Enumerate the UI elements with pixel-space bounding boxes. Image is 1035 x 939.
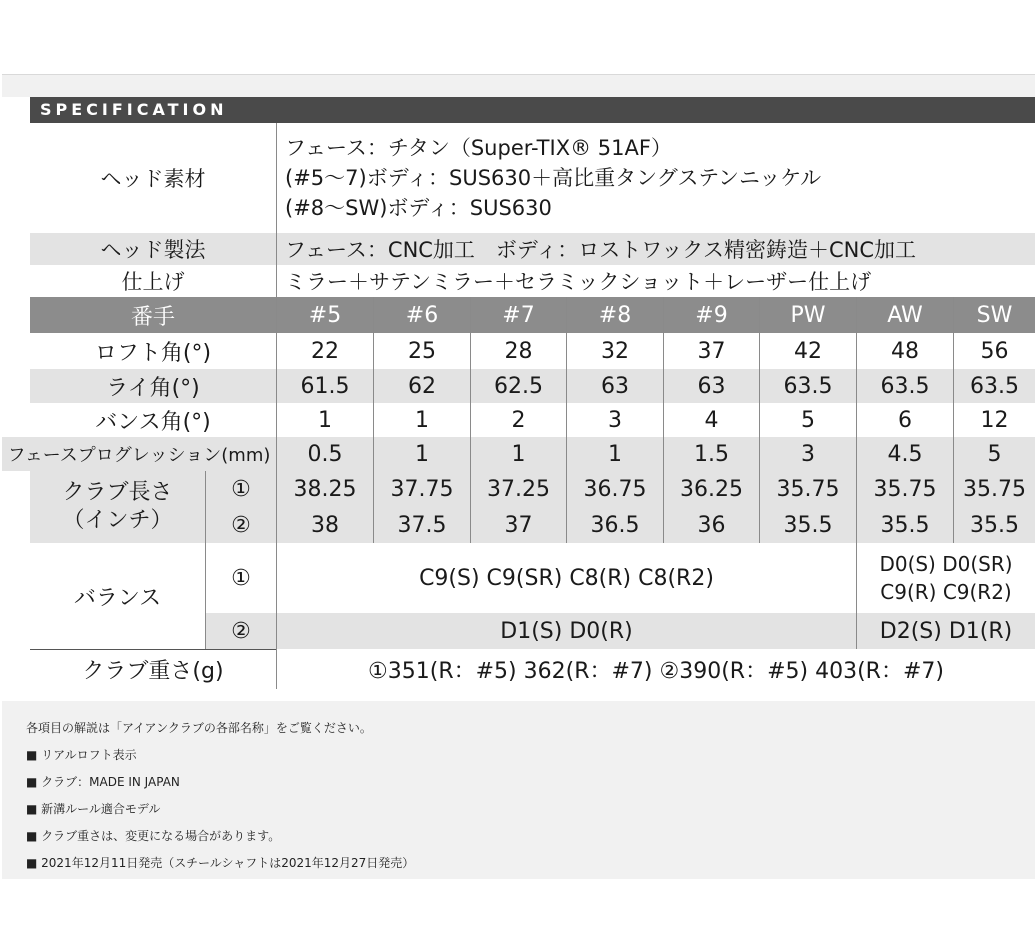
column-divider bbox=[953, 297, 954, 543]
lie-cell: 62.5 bbox=[471, 369, 566, 403]
loft-cell: 48 bbox=[891, 338, 919, 364]
balance-row-2-main: D1(S) D0(R) bbox=[277, 613, 856, 649]
spec-table bbox=[2, 97, 1035, 701]
club-length-mark-2: ② bbox=[206, 507, 276, 543]
club-weight-value: ①351(R：#5) 362(R：#7) ②390(R：#5) 403(R：#7) bbox=[368, 658, 944, 684]
club-length-2-cell: 35.5 bbox=[954, 507, 1035, 543]
head-method-value: フェース：CNC加工 ボディ：ロストワックス精密鋳造＋CNC加工 bbox=[277, 233, 1035, 265]
column-divider bbox=[566, 297, 567, 543]
bounce-cell: 6 bbox=[898, 407, 912, 433]
loft-cell: 28 bbox=[504, 338, 533, 364]
loft-cell: 32 bbox=[601, 338, 629, 364]
divider-marks bbox=[205, 471, 206, 649]
bounce-cell: 3 bbox=[608, 407, 622, 433]
club-length-1-cell: 38.25 bbox=[277, 471, 373, 507]
note-line: ■ クラブ重さは、変更になる場合があります。 bbox=[26, 829, 281, 843]
club-length-1-cell: 35.75 bbox=[954, 471, 1035, 507]
club-length-2-cell: 37 bbox=[471, 507, 566, 543]
note-line: ■ 2021年12月11日発売（スチールシャフトは2021年12月27日発売） bbox=[26, 856, 415, 870]
club-number-cell: PW bbox=[760, 297, 856, 333]
club-weight-label: クラブ重さ(g) bbox=[82, 658, 224, 684]
balance-row-2-aw-sw: D2(S) D1(R) bbox=[857, 613, 1035, 649]
head-material-label: ヘッド素材 bbox=[100, 167, 206, 191]
spec-title: SPECIFICATION bbox=[40, 100, 228, 119]
spec-sheet bbox=[2, 74, 1035, 879]
finish-value: ミラー＋サテンミラー＋セラミックショット＋レーザー仕上げ bbox=[285, 270, 872, 294]
club-number-label: 番手 bbox=[30, 297, 276, 333]
balance-row-1-aw-sw bbox=[857, 543, 1035, 613]
club-length-2-cell: 37.5 bbox=[374, 507, 470, 543]
face-progression-cell: 4.5 bbox=[857, 437, 953, 471]
club-length-1-cell: 35.75 bbox=[857, 471, 953, 507]
column-divider bbox=[663, 297, 664, 543]
loft-label: ロフト角(°) bbox=[94, 340, 212, 366]
loft-cell: 25 bbox=[408, 338, 436, 364]
head-material-line-1: フェース：チタン（Super-TIX® 51AF） bbox=[285, 136, 672, 160]
club-number-cell: #7 bbox=[471, 297, 566, 333]
club-length-2-cell: 38 bbox=[277, 507, 373, 543]
club-number-cell: #8 bbox=[567, 297, 663, 333]
lie-label: ライ角(°) bbox=[30, 369, 276, 403]
lie-cell: 63.5 bbox=[954, 369, 1035, 403]
bounce-cell: 5 bbox=[801, 407, 815, 433]
balance-mark-1: ① bbox=[231, 565, 251, 591]
column-divider bbox=[856, 297, 857, 649]
club-length-label-line-1: クラブ長さ bbox=[62, 480, 173, 505]
head-material-value bbox=[277, 123, 1035, 233]
club-length-2-cell: 35.5 bbox=[857, 507, 953, 543]
face-progression-cell: 1 bbox=[567, 437, 663, 471]
club-length-2-cell: 36 bbox=[664, 507, 759, 543]
bounce-label: バンス角(°) bbox=[95, 409, 211, 435]
face-progression-cell: 1 bbox=[374, 437, 470, 471]
note-line: 各項目の解説は「アイアンクラブの各部名称」をご覧ください。 bbox=[26, 721, 372, 735]
loft-cell: 42 bbox=[794, 338, 822, 364]
note-line: ■ クラブ：MADE IN JAPAN bbox=[26, 775, 180, 789]
club-length-1-cell: 35.75 bbox=[760, 471, 856, 507]
club-number-cell: #5 bbox=[277, 297, 373, 333]
club-length-1-cell: 37.75 bbox=[374, 471, 470, 507]
note-line: ■ 新溝ルール適合モデル bbox=[26, 802, 161, 816]
lie-cell: 61.5 bbox=[277, 369, 373, 403]
club-length-2-cell: 36.5 bbox=[567, 507, 663, 543]
finish-label: 仕上げ bbox=[121, 270, 185, 294]
face-progression-cell: 0.5 bbox=[277, 437, 373, 471]
balance-row-1-aw-sw-line-2: C9(R) C9(R2) bbox=[880, 580, 1012, 604]
bounce-cell: 2 bbox=[511, 407, 526, 433]
bounce-cell: 4 bbox=[704, 407, 719, 433]
balance-label: バランス bbox=[73, 585, 162, 611]
lie-cell: 63 bbox=[664, 369, 759, 403]
bounce-cell: 12 bbox=[980, 407, 1009, 433]
club-length-mark-1: ① bbox=[206, 471, 276, 507]
club-number-cell: #6 bbox=[374, 297, 470, 333]
column-divider bbox=[759, 297, 760, 543]
club-length-1-cell: 37.25 bbox=[471, 471, 566, 507]
spec-header-bar bbox=[30, 97, 1035, 123]
lie-cell: 63.5 bbox=[760, 369, 856, 403]
balance-row-1-aw-sw-line-1: D0(S) D0(SR) bbox=[879, 552, 1013, 576]
club-length-2-cell: 35.5 bbox=[760, 507, 856, 543]
club-number-cell: SW bbox=[954, 297, 1035, 333]
balance-mark-2: ② bbox=[206, 613, 276, 649]
face-progression-cell: 1.5 bbox=[664, 437, 759, 471]
lie-cell: 63 bbox=[567, 369, 663, 403]
club-length-label bbox=[30, 471, 205, 543]
club-length-1-cell: 36.25 bbox=[664, 471, 759, 507]
notes bbox=[26, 715, 414, 877]
note-line: ■ リアルロフト表示 bbox=[26, 748, 137, 762]
club-length-label-line-2: （インチ） bbox=[62, 508, 173, 533]
face-progression-cell: 1 bbox=[471, 437, 566, 471]
lie-cell: 63.5 bbox=[857, 369, 953, 403]
balance-row-1-main: C9(S) C9(SR) C8(R) C8(R2) bbox=[419, 565, 714, 591]
loft-cell: 22 bbox=[311, 338, 339, 364]
face-progression-cell: 5 bbox=[954, 437, 1035, 471]
loft-cell: 56 bbox=[980, 338, 1009, 364]
face-progression-label: フェースプログレッション(mm) bbox=[2, 437, 276, 471]
loft-cell: 37 bbox=[697, 338, 726, 364]
club-number-cell: AW bbox=[857, 297, 953, 333]
club-length-1-cell: 36.75 bbox=[567, 471, 663, 507]
head-material-line-3: (#8〜SW)ボディ：SUS630 bbox=[285, 196, 552, 220]
bounce-cell: 1 bbox=[415, 407, 429, 433]
lie-cell: 62 bbox=[374, 369, 470, 403]
head-method-label: ヘッド製法 bbox=[30, 233, 276, 265]
head-material-line-2: (#5〜7)ボディ：SUS630＋高比重タングステンニッケル bbox=[285, 166, 822, 190]
divider-weight bbox=[30, 649, 276, 650]
column-divider bbox=[470, 297, 471, 543]
face-progression-cell: 3 bbox=[760, 437, 856, 471]
bounce-cell: 1 bbox=[318, 407, 332, 433]
divider-main bbox=[276, 123, 277, 689]
column-divider bbox=[373, 297, 374, 543]
club-number-cell: #9 bbox=[664, 297, 759, 333]
